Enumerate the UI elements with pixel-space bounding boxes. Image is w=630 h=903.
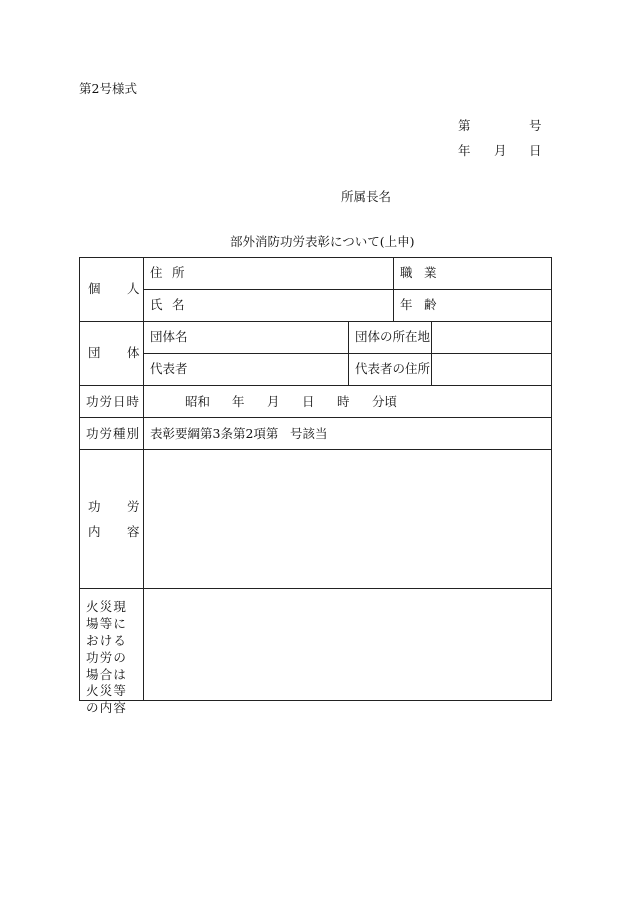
row-divider — [79, 321, 552, 322]
date-year: 年 — [458, 143, 471, 158]
column-divider — [431, 321, 432, 385]
individual-label-1: 個 — [88, 281, 101, 296]
column-divider — [348, 321, 349, 385]
row-divider — [143, 289, 552, 290]
document-title: 部外消防功労表彰について(上申) — [230, 234, 415, 249]
form-label: 第2号様式 — [79, 81, 137, 96]
merit-content-label-1b: 労 — [127, 499, 140, 514]
merit-type-label: 功労種別 — [86, 426, 141, 441]
merit-type-value-prefix: 表彰要綱第3条第2項第 — [150, 426, 279, 441]
date-day-unit: 日 — [302, 394, 315, 409]
name-label-a: 氏 — [150, 297, 163, 312]
row-divider — [79, 385, 552, 386]
number-prefix: 第 — [458, 118, 471, 133]
date-month: 月 — [494, 143, 507, 158]
age-label-b: 齢 — [424, 297, 437, 312]
merit-content-label-2a: 内 — [88, 524, 101, 539]
individual-label-2: 人 — [127, 281, 140, 296]
age-label-a: 年 — [400, 297, 413, 312]
group-label-1: 団 — [88, 345, 101, 360]
date-year-unit: 年 — [232, 394, 245, 409]
name-label-b: 名 — [172, 297, 185, 312]
column-divider — [393, 257, 394, 321]
merit-content-label-2b: 容 — [127, 524, 140, 539]
merit-date-label: 功労日時 — [86, 394, 141, 409]
date-month-unit: 月 — [267, 394, 280, 409]
representative-address-label: 代表者の住所 — [355, 361, 431, 376]
column-divider — [143, 257, 144, 701]
date-hour-unit: 時 — [337, 394, 350, 409]
address-label-a: 住 — [150, 265, 163, 280]
group-label-2: 体 — [127, 345, 140, 360]
date-day: 日 — [529, 143, 542, 158]
merit-content-label-1a: 功 — [88, 499, 101, 514]
application-table — [79, 257, 552, 701]
number-suffix: 号 — [529, 118, 542, 133]
address-label-b: 所 — [172, 265, 185, 280]
group-name-label: 団体名 — [150, 329, 188, 344]
merit-type-value-suffix: 号該当 — [290, 426, 328, 441]
occupation-label-a: 職 — [400, 265, 413, 280]
representative-label: 代表者 — [150, 361, 188, 376]
fire-incident-note-label: 火災現場等における功労の場合は火災等の内容 — [86, 599, 128, 716]
group-location-label: 団体の所在地 — [355, 329, 431, 344]
date-era: 昭和 — [185, 394, 211, 409]
row-divider — [79, 449, 552, 450]
occupation-label-b: 業 — [424, 265, 437, 280]
office-head-name: 所属長名 — [341, 189, 392, 204]
row-divider — [79, 417, 552, 418]
date-minute-unit: 分頃 — [372, 394, 398, 409]
row-divider — [79, 588, 552, 589]
